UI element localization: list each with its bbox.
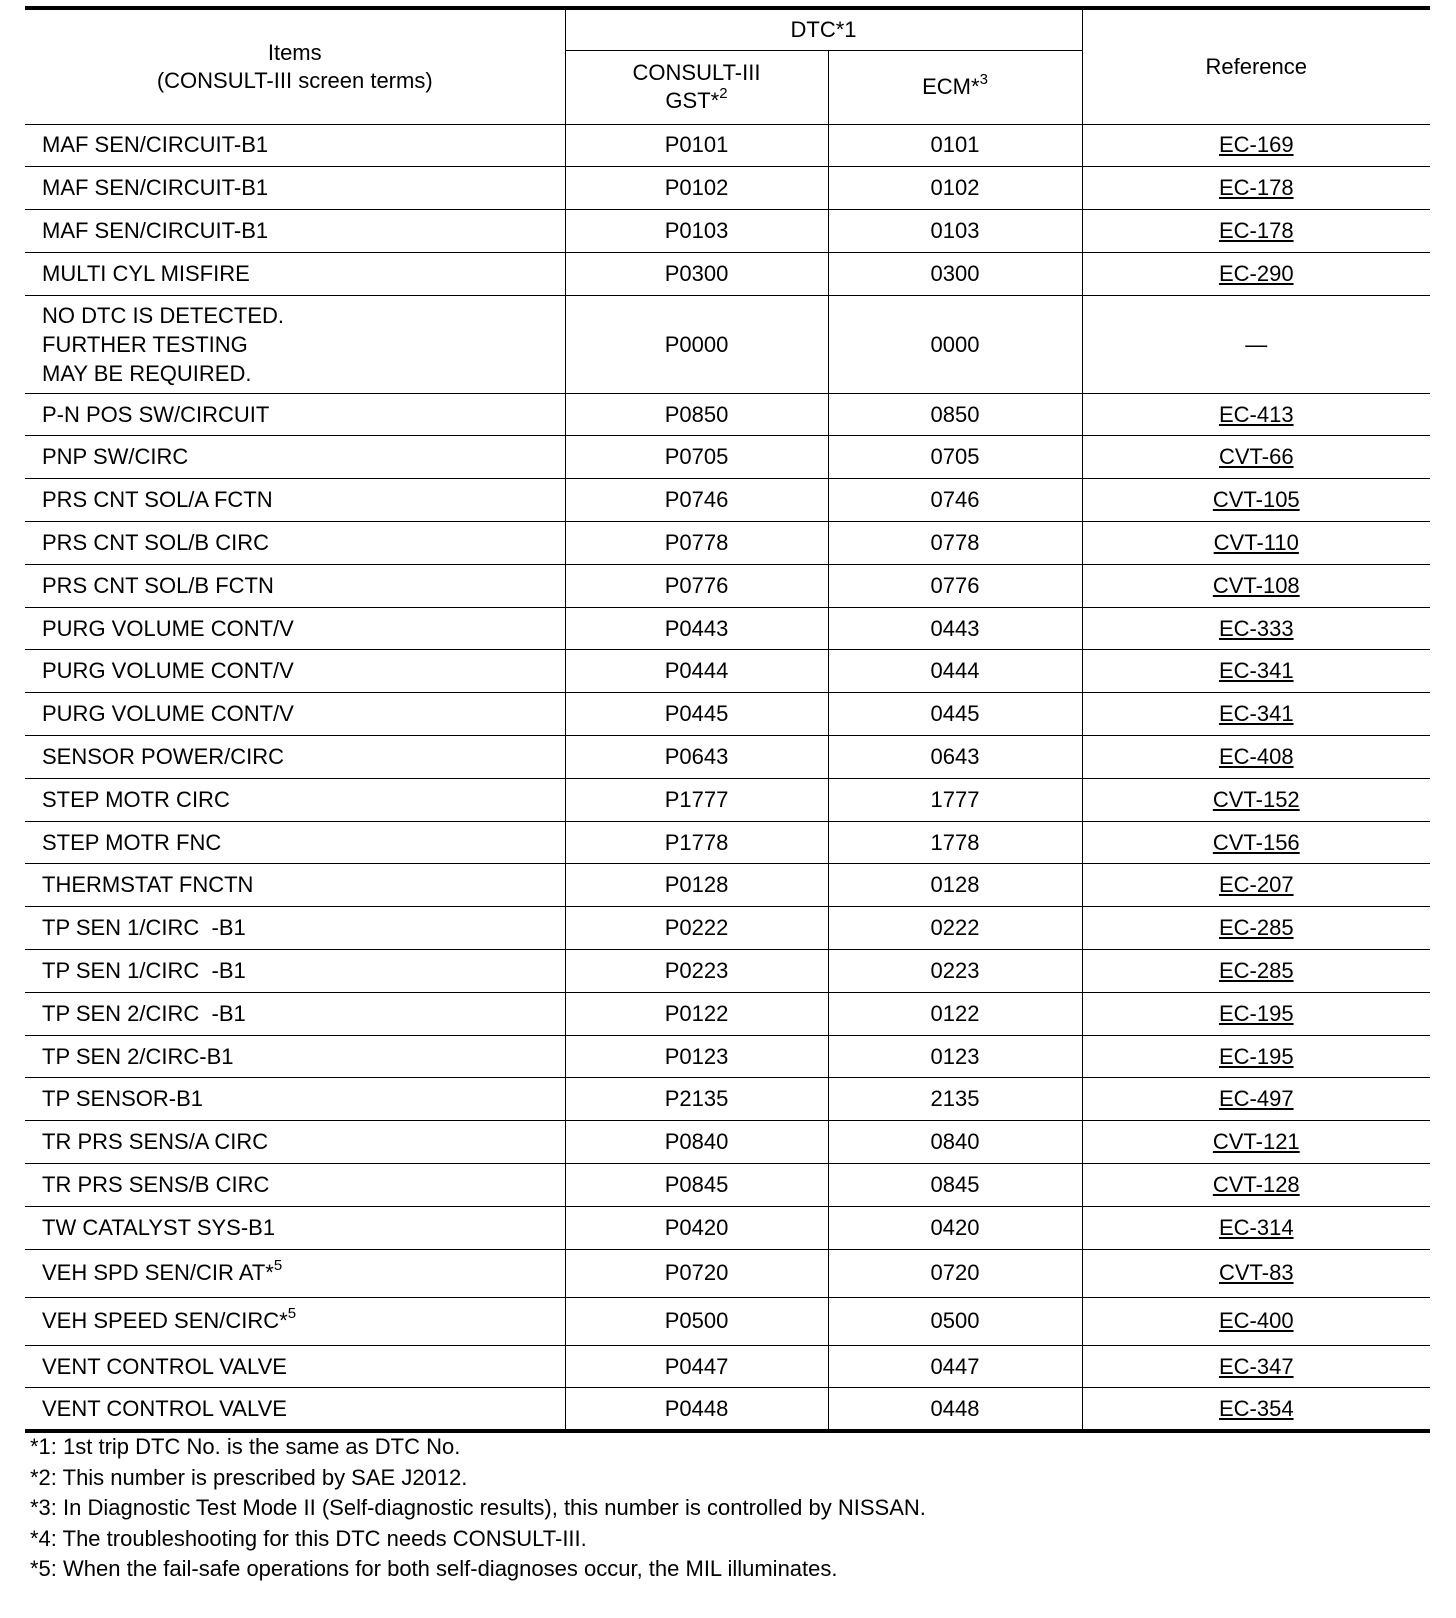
table-header <box>25 8 1430 124</box>
header-ecm-text: ECM* <box>922 74 980 99</box>
cell-ecm: 0103 <box>828 210 1082 253</box>
header-consult-line2 <box>566 84 828 115</box>
cell-item <box>25 436 565 479</box>
cell-consult-gst: P0128 <box>565 864 828 907</box>
table-row <box>25 907 1430 950</box>
cell-item <box>25 1078 565 1121</box>
table-row <box>25 1388 1430 1431</box>
cell-item-text: STEP MOTR FNC <box>42 829 222 855</box>
cell-reference <box>1082 522 1430 565</box>
cell-ecm: 0300 <box>828 252 1082 295</box>
cell-consult-gst: P0447 <box>565 1345 828 1388</box>
cell-item-text: PRS CNT SOL/A FCTN <box>42 487 273 513</box>
table-row <box>25 393 1430 436</box>
cell-reference <box>1082 1206 1430 1249</box>
header-reference: Reference <box>1082 8 1430 124</box>
reference-link[interactable]: EC-400 <box>1218 1308 1294 1334</box>
cell-item <box>25 950 565 993</box>
cell-item <box>25 693 565 736</box>
cell-consult-gst: P0122 <box>565 992 828 1035</box>
cell-ecm: 0102 <box>828 167 1082 210</box>
cell-ecm: 0128 <box>828 864 1082 907</box>
cell-item-line: MAY BE REQUIRED. <box>42 360 252 386</box>
header-consult-gst <box>565 50 828 124</box>
header-ecm <box>828 50 1082 124</box>
reference-link[interactable]: EC-169 <box>1218 132 1294 158</box>
cell-item-text: TW CATALYST SYS-B1 <box>42 1214 276 1240</box>
cell-reference <box>1082 295 1430 393</box>
cell-ecm: 0746 <box>828 479 1082 522</box>
cell-item <box>25 1345 565 1388</box>
reference-link[interactable]: EC-354 <box>1218 1395 1294 1421</box>
header-consult-line1: CONSULT-III <box>632 60 761 85</box>
table-row <box>25 607 1430 650</box>
cell-ecm: 0447 <box>828 1345 1082 1388</box>
cell-item <box>25 1249 565 1297</box>
cell-item-text: TP SEN 1/CIRC -B1 <box>42 957 246 983</box>
cell-ecm: 0222 <box>828 907 1082 950</box>
cell-item <box>25 821 565 864</box>
cell-reference <box>1082 393 1430 436</box>
cell-item <box>25 650 565 693</box>
table-row <box>25 864 1430 907</box>
cell-reference <box>1082 693 1430 736</box>
cell-reference <box>1082 1035 1430 1078</box>
reference-dash: — <box>1245 331 1268 357</box>
cell-reference <box>1082 778 1430 821</box>
cell-item <box>25 210 565 253</box>
header-gst-sup: 2 <box>719 84 728 102</box>
cell-consult-gst: P0850 <box>565 393 828 436</box>
cell-reference <box>1082 1388 1430 1431</box>
footnote-2: *2: This number is prescribed by SAE J2012. <box>30 1464 468 1490</box>
cell-consult-gst: P0448 <box>565 1388 828 1431</box>
table-row <box>25 210 1430 253</box>
reference-link[interactable]: EC-497 <box>1218 1086 1294 1112</box>
cell-ecm: 0420 <box>828 1206 1082 1249</box>
cell-item <box>25 564 565 607</box>
cell-reference <box>1082 907 1430 950</box>
header-items <box>25 8 565 124</box>
cell-item <box>25 992 565 1035</box>
cell-consult-gst: P0000 <box>565 295 828 393</box>
cell-consult-gst: P2135 <box>565 1078 828 1121</box>
cell-item-text: MAF SEN/CIRCUIT-B1 <box>42 132 269 158</box>
cell-reference <box>1082 1078 1430 1121</box>
cell-consult-gst: P0845 <box>565 1164 828 1207</box>
cell-item <box>25 1121 565 1164</box>
cell-item <box>25 393 565 436</box>
header-dtc: DTC*1 <box>565 8 1082 50</box>
table-row <box>25 1078 1430 1121</box>
reference-link[interactable]: CVT-128 <box>1212 1171 1300 1197</box>
table-row <box>25 950 1430 993</box>
cell-consult-gst: P0643 <box>565 736 828 779</box>
cell-ecm: 0776 <box>828 564 1082 607</box>
table-row <box>25 693 1430 736</box>
cell-item <box>25 864 565 907</box>
table-row <box>25 124 1430 167</box>
cell-ecm: 0000 <box>828 295 1082 393</box>
cell-ecm: 0223 <box>828 950 1082 993</box>
cell-ecm: 0778 <box>828 522 1082 565</box>
cell-item <box>25 736 565 779</box>
cell-reference <box>1082 992 1430 1035</box>
cell-item-text: VENT CONTROL VALVE <box>42 1395 287 1421</box>
cell-ecm: 1777 <box>828 778 1082 821</box>
cell-reference <box>1082 607 1430 650</box>
cell-ecm: 0845 <box>828 1164 1082 1207</box>
cell-consult-gst: P0223 <box>565 950 828 993</box>
reference-link[interactable]: EC-408 <box>1218 743 1294 769</box>
cell-item <box>25 167 565 210</box>
cell-reference <box>1082 167 1430 210</box>
cell-ecm: 0850 <box>828 393 1082 436</box>
table-row <box>25 436 1430 479</box>
cell-reference <box>1082 821 1430 864</box>
cell-item <box>25 295 565 393</box>
cell-item-text: TP SEN 2/CIRC-B1 <box>42 1043 234 1069</box>
cell-item-text: MAF SEN/CIRCUIT-B1 <box>42 217 269 243</box>
cell-ecm: 0643 <box>828 736 1082 779</box>
reference-link[interactable]: EC-285 <box>1218 957 1294 983</box>
table-row <box>25 1249 1430 1297</box>
reference-link[interactable]: EC-341 <box>1218 658 1294 684</box>
cell-item-text: THERMSTAT FNCTN <box>42 872 254 898</box>
reference-link[interactable]: EC-207 <box>1218 872 1294 898</box>
cell-consult-gst: P0840 <box>565 1121 828 1164</box>
cell-ecm: 0705 <box>828 436 1082 479</box>
reference-link[interactable]: CVT-121 <box>1212 1129 1300 1155</box>
cell-ecm: 0448 <box>828 1388 1082 1431</box>
cell-item-line: NO DTC IS DETECTED. <box>42 302 285 328</box>
cell-ecm: 0101 <box>828 124 1082 167</box>
table-row <box>25 252 1430 295</box>
table-row <box>25 650 1430 693</box>
cell-reference <box>1082 650 1430 693</box>
cell-consult-gst: P0300 <box>565 252 828 295</box>
header-items-line2: (CONSULT-III screen terms) <box>156 67 433 93</box>
reference-link[interactable]: EC-347 <box>1218 1353 1294 1379</box>
table-row <box>25 1121 1430 1164</box>
cell-item <box>25 907 565 950</box>
cell-ecm: 2135 <box>828 1078 1082 1121</box>
cell-item-text: TP SEN 1/CIRC -B1 <box>42 915 246 941</box>
cell-reference <box>1082 1345 1430 1388</box>
cell-reference <box>1082 124 1430 167</box>
reference-link[interactable]: EC-195 <box>1218 1000 1294 1026</box>
cell-ecm: 1778 <box>828 821 1082 864</box>
cell-consult-gst: P0222 <box>565 907 828 950</box>
table-row <box>25 821 1430 864</box>
reference-link[interactable]: EC-178 <box>1218 217 1294 243</box>
table-body <box>25 124 1430 1431</box>
cell-ecm: 0840 <box>828 1121 1082 1164</box>
cell-item <box>25 607 565 650</box>
cell-item-text: PNP SW/CIRC <box>42 444 189 470</box>
cell-item <box>25 1035 565 1078</box>
table-row <box>25 295 1430 393</box>
cell-item-sup: 5 <box>287 1304 297 1322</box>
cell-item-text: STEP MOTR CIRC <box>42 786 230 812</box>
reference-link[interactable]: EC-341 <box>1218 701 1294 727</box>
cell-reference <box>1082 564 1430 607</box>
reference-link[interactable]: EC-290 <box>1218 260 1294 286</box>
reference-link[interactable]: CVT-66 <box>1218 444 1294 470</box>
cell-item-text: PRS CNT SOL/B FCTN <box>42 572 274 598</box>
cell-reference <box>1082 736 1430 779</box>
reference-link[interactable]: EC-195 <box>1218 1043 1294 1069</box>
cell-ecm: 0445 <box>828 693 1082 736</box>
cell-reference <box>1082 950 1430 993</box>
cell-item-line: FURTHER TESTING <box>42 331 248 357</box>
cell-ecm: 0500 <box>828 1297 1082 1345</box>
reference-link[interactable]: EC-314 <box>1218 1214 1294 1240</box>
cell-consult-gst: P0444 <box>565 650 828 693</box>
table-row <box>25 1035 1430 1078</box>
cell-item-text: TP SEN 2/CIRC -B1 <box>42 1000 246 1026</box>
cell-reference <box>1082 436 1430 479</box>
header-items-line1: Items <box>267 39 322 65</box>
cell-ecm: 0443 <box>828 607 1082 650</box>
cell-consult-gst: P0443 <box>565 607 828 650</box>
cell-consult-gst: P0123 <box>565 1035 828 1078</box>
cell-item-text: VENT CONTROL VALVE <box>42 1353 287 1379</box>
cell-reference <box>1082 1121 1430 1164</box>
cell-item-sup: 5 <box>273 1256 283 1274</box>
reference-link[interactable]: CVT-156 <box>1212 829 1300 855</box>
cell-item-text: VEH SPD SEN/CIR AT* <box>42 1260 274 1286</box>
cell-ecm: 0123 <box>828 1035 1082 1078</box>
footnotes <box>30 1432 926 1585</box>
cell-item-text: TR PRS SENS/B CIRC <box>42 1171 270 1197</box>
cell-consult-gst: P0101 <box>565 124 828 167</box>
cell-consult-gst: P0776 <box>565 564 828 607</box>
cell-item-text: PURG VOLUME CONT/V <box>42 615 294 641</box>
table-row <box>25 736 1430 779</box>
cell-item <box>25 1206 565 1249</box>
cell-ecm: 0444 <box>828 650 1082 693</box>
cell-reference <box>1082 1297 1430 1345</box>
footnote-5: *5: When the fail-safe operations for both self-diagnoses occur, the MIL illuminates. <box>30 1556 838 1581</box>
footnote-4: *4: The troubleshooting for this DTC needs CONSULT-III. <box>30 1525 587 1551</box>
cell-reference <box>1082 864 1430 907</box>
reference-link[interactable]: CVT-110 <box>1213 529 1299 555</box>
cell-item <box>25 778 565 821</box>
cell-item <box>25 124 565 167</box>
cell-ecm: 0122 <box>828 992 1082 1035</box>
reference-link[interactable]: EC-285 <box>1218 915 1294 941</box>
cell-reference <box>1082 479 1430 522</box>
cell-item <box>25 1164 565 1207</box>
footnote-1: *1: 1st trip DTC No. is the same as DTC No. <box>30 1434 461 1459</box>
table-row <box>25 522 1430 565</box>
cell-item-text: SENSOR POWER/CIRC <box>42 743 285 769</box>
cell-item-text: P-N POS SW/CIRCUIT <box>42 401 270 427</box>
cell-item-text: PRS CNT SOL/B CIRC <box>42 529 269 555</box>
table-row <box>25 1164 1430 1207</box>
reference-link[interactable]: CVT-108 <box>1212 572 1300 598</box>
cell-consult-gst: P1777 <box>565 778 828 821</box>
cell-reference <box>1082 252 1430 295</box>
table-row <box>25 479 1430 522</box>
cell-consult-gst: P0778 <box>565 522 828 565</box>
reference-link[interactable]: CVT-152 <box>1212 786 1300 812</box>
cell-ecm: 0720 <box>828 1249 1082 1297</box>
cell-item-text: TR PRS SENS/A CIRC <box>42 1129 269 1155</box>
cell-consult-gst: P0720 <box>565 1249 828 1297</box>
cell-item <box>25 1297 565 1345</box>
reference-link[interactable]: CVT-105 <box>1212 487 1300 513</box>
dtc-table <box>25 6 1430 1433</box>
table-row <box>25 1206 1430 1249</box>
cell-item <box>25 522 565 565</box>
cell-reference <box>1082 1164 1430 1207</box>
cell-item-text: MAF SEN/CIRCUIT-B1 <box>42 175 269 201</box>
table-row <box>25 1345 1430 1388</box>
cell-consult-gst: P0102 <box>565 167 828 210</box>
cell-consult-gst: P0746 <box>565 479 828 522</box>
cell-consult-gst: P0705 <box>565 436 828 479</box>
cell-item <box>25 1388 565 1431</box>
footnote-3: *3: In Diagnostic Test Mode II (Self-diagnostic results), this number is controlled by NISSAN. <box>30 1495 926 1520</box>
table-row <box>25 992 1430 1035</box>
cell-item-text: PURG VOLUME CONT/V <box>42 658 294 684</box>
cell-item-text: PURG VOLUME CONT/V <box>42 701 294 727</box>
cell-item <box>25 479 565 522</box>
cell-reference <box>1082 210 1430 253</box>
cell-item-text: TP SENSOR-B1 <box>42 1086 203 1112</box>
table-row <box>25 167 1430 210</box>
cell-consult-gst: P0500 <box>565 1297 828 1345</box>
cell-consult-gst: P0420 <box>565 1206 828 1249</box>
reference-link[interactable]: EC-333 <box>1218 615 1294 641</box>
cell-consult-gst: P1778 <box>565 821 828 864</box>
reference-link[interactable]: EC-178 <box>1218 175 1294 201</box>
table-row <box>25 778 1430 821</box>
cell-reference <box>1082 1249 1430 1297</box>
cell-consult-gst: P0103 <box>565 210 828 253</box>
cell-item <box>25 252 565 295</box>
reference-link[interactable]: EC-413 <box>1218 401 1294 427</box>
cell-item-text: MULTI CYL MISFIRE <box>42 260 250 286</box>
cell-consult-gst: P0445 <box>565 693 828 736</box>
reference-link[interactable]: CVT-83 <box>1218 1260 1294 1286</box>
header-gst-text: GST* <box>665 88 720 113</box>
table-row <box>25 1297 1430 1345</box>
cell-item-text: VEH SPEED SEN/CIRC* <box>42 1308 288 1334</box>
table-row <box>25 564 1430 607</box>
header-ecm-sup: 3 <box>979 70 988 88</box>
